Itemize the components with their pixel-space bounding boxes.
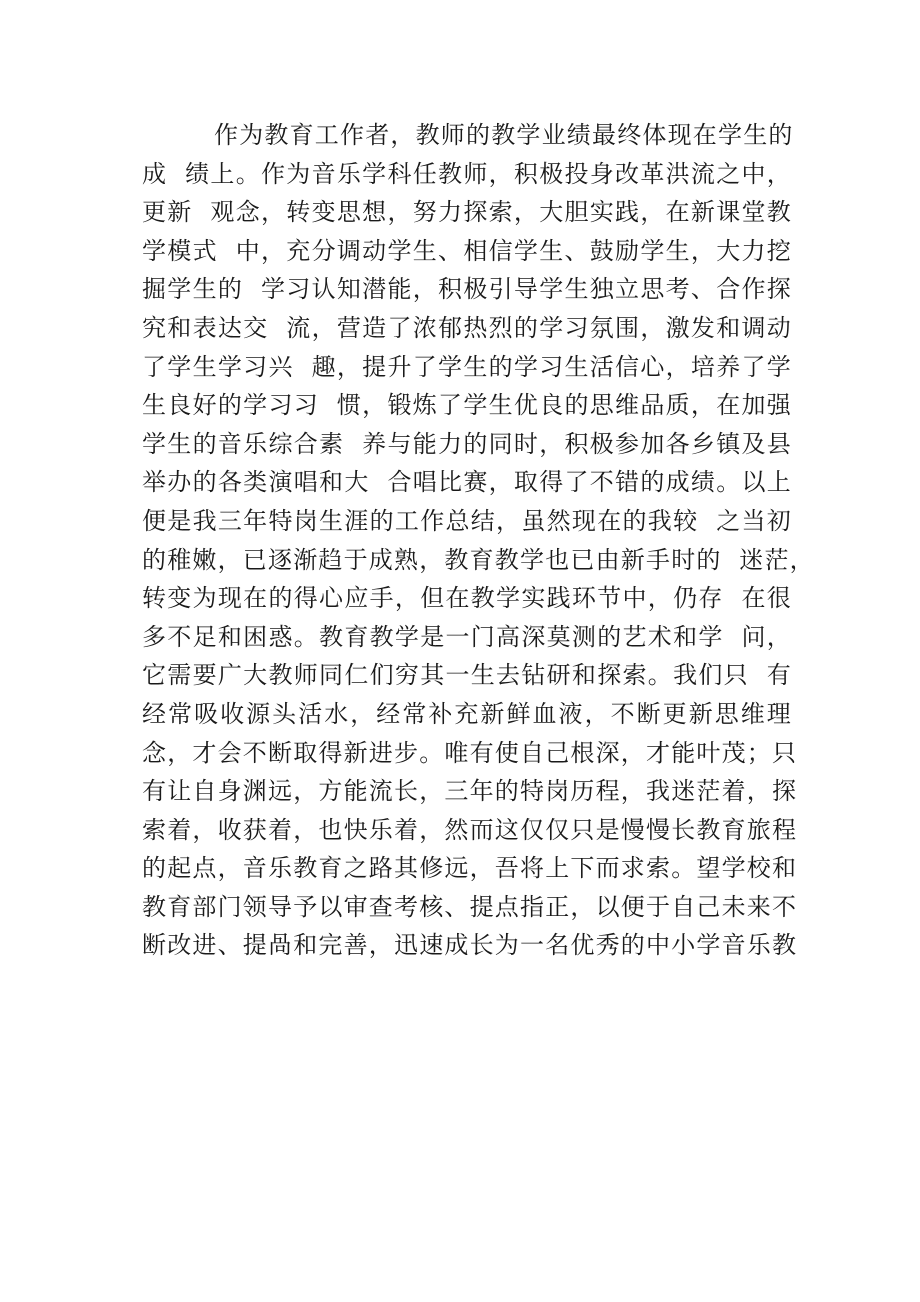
text-line: 教育部门领导予以审查考核、提点指正，以便于自己未来不 — [142, 892, 798, 921]
text-line: 转变为现在的得心应手，但在教学实践环节中，仍存 在很 — [142, 584, 792, 613]
text-line: 成 绩上。作为音乐学科任教师，积极投身改革洪流之中， — [142, 159, 792, 188]
text-line: 断改进、提咼和完善，迅速成长为一名优秀的中小学音乐教 — [142, 931, 798, 960]
body-paragraph — [142, 116, 815, 965]
text-line: 生良好的学习习 惯，锻炼了学生优良的思维品质，在加强 — [142, 391, 792, 420]
text-line: 学生的音乐综合素 养与能力的同时，积极参加各乡镇及县 — [142, 429, 792, 458]
text-line: 多不足和困惑。教育教学是一门高深莫测的艺术和学 问， — [142, 622, 792, 651]
text-line: 究和表达交 流，营造了浓郁热烈的学习氛围，激发和调动 — [142, 313, 792, 342]
text-line: 举办的各类演唱和大 合唱比赛，取得了不错的成绩。以上 — [142, 468, 792, 497]
text-line: 学模式 中，充分调动学生、相信学生、鼓励学生，大力挖 — [142, 236, 792, 265]
text-line: 的稚嫩，已逐渐趋于成熟，教育教学也已由新手时的 迷茫， — [142, 545, 815, 574]
text-line: 它需要广大教师同仁们穷其一生去钻研和探索。我们只 有 — [142, 661, 792, 690]
text-line: 的起点，音乐教育之路其修远，吾将上下而求索。望学校和 — [142, 854, 798, 883]
text-line: 更新 观念，转变思想，努力探索，大胆实践，在新课堂教 — [142, 198, 792, 227]
text-line: 经常吸收源头活水，经常补充新鲜血液，不断更新思维理 — [142, 699, 792, 728]
text-line: 便是我三年特岗生涯的工作总结，虽然现在的我较 之当初 — [142, 506, 792, 535]
text-line: 作为教育工作者，教师的教学业绩最终体现在学生的 — [214, 121, 794, 149]
text-line: 念，才会不断取得新进步。唯有使自己根深，才能叶茂；只 — [142, 738, 798, 767]
text-line: 了学生学习兴 趣，提升了学生的学习生活信心，培养了学 — [142, 352, 792, 381]
text-line: 掘学生的 学习认知潜能，积极引导学生独立思考、合作探 — [142, 275, 792, 304]
text-line: 有让自身渊远，方能流长，三年的特岗历程，我迷茫着，探 — [142, 777, 798, 806]
text-line: 索着，收获着，也快乐着，然而这仅仅只是慢慢长教育旅程 — [142, 815, 798, 844]
